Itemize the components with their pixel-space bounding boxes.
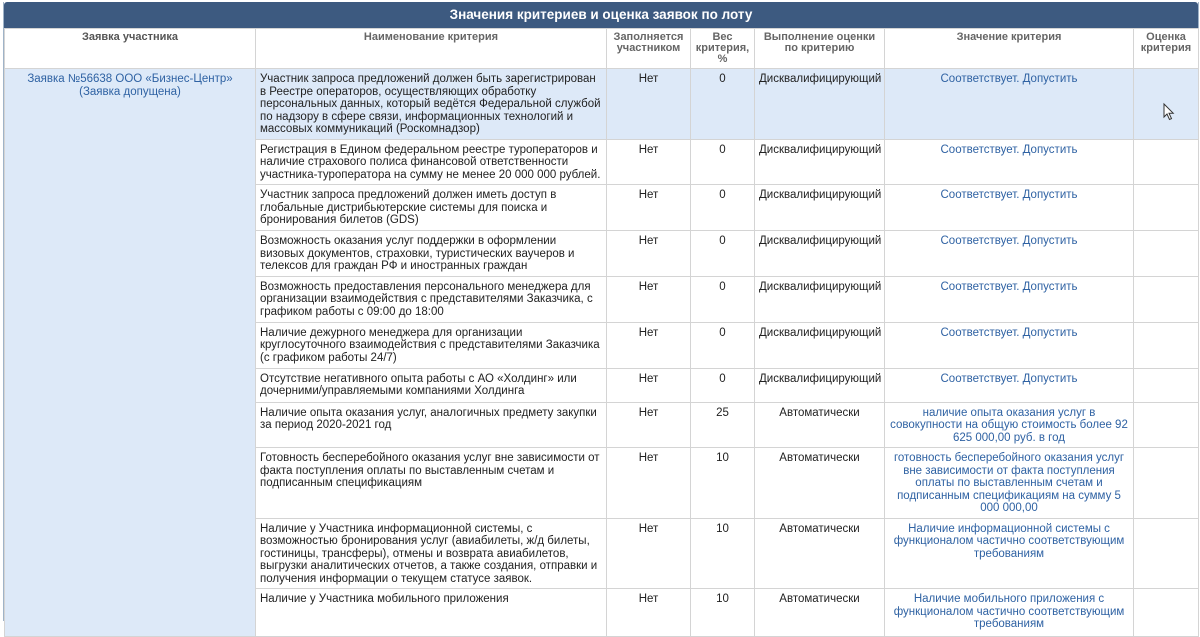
criterion-name: Наличие у Участника информационной системы, с возможностью бронирования услуг (авиабилеты, ж/д билеты, гостиницы, трансферы), отмены и возврата авиабилетов, выгрузки аналитических отчетов, а также создания, отправки и получения информации о текущем статусе заявок. [256,518,607,589]
criterion-name: Участник запроса предложений должен быть зарегистрирован в Реестре операторов, осуществляющих обработку персональных данных, который ведётся Федеральной службой по надзору в сфере связи, информационных технологий и массовых коммуникаций (Роскомнадзор) [256,69,607,140]
filled-by-cell: Нет [607,276,691,322]
criterion-value-link[interactable]: готовность бесперебойного оказания услуг вне зависимости от факта поступления оплаты по выставленным счетам и подписанным спецификациям на сумму 5 000 000,00 [885,448,1134,519]
evaluation-cell: Дисквалифицирующий [755,322,885,368]
weight-cell: 0 [691,276,755,322]
criterion-value-link[interactable]: Соответствует. Допустить [885,276,1134,322]
filled-by-cell: Нет [607,589,691,637]
evaluation-cell: Дисквалифицирующий [755,185,885,231]
criterion-name: Наличие дежурного менеджера для организации круглосуточного взаимодействия с представителями Заказчика (с графиком работы 24/7) [256,322,607,368]
table-row[interactable] [5,69,1199,140]
criterion-name: Наличие опыта оказания услуг, аналогичных предмету закупки за период 2020-2021 год [256,402,607,448]
evaluation-cell: Автоматически [755,402,885,448]
table-header-row [5,29,1199,69]
criterion-value-link[interactable]: Наличие информационной системы с функционалом частично соответствующим требованиям [885,518,1134,589]
evaluation-cell: Автоматически [755,518,885,589]
header-score[interactable]: Оценка критерия [1134,29,1199,69]
header-applicant[interactable]: Заявка участника [5,29,256,69]
filled-by-cell: Нет [607,139,691,185]
criterion-name: Возможность предоставления персонального менеджера для организации взаимодействия с представителями Заказчика, с графиком работы с 09:00 до 18:00 [256,276,607,322]
criterion-name: Готовность бесперебойного оказания услуг вне зависимости от факта поступления оплаты по выставленным счетам и подписанным спецификациям [256,448,607,519]
evaluation-cell: Дисквалифицирующий [755,139,885,185]
score-cell [1134,368,1199,402]
score-cell [1134,589,1199,637]
score-cell [1134,231,1199,277]
criteria-table [4,28,1199,637]
header-value[interactable]: Значение критерия [885,29,1134,69]
weight-cell: 0 [691,139,755,185]
criterion-name: Наличие у Участника мобильного приложения [256,589,607,637]
weight-cell: 0 [691,322,755,368]
criteria-panel [3,2,1199,630]
criterion-value-link[interactable]: Соответствует. Допустить [885,139,1134,185]
criterion-value-link[interactable]: наличие опыта оказания услуг в совокупности на общую стоимость более 92 625 000,00 руб. в год [885,402,1134,448]
score-cell [1134,139,1199,185]
score-cell [1134,276,1199,322]
panel-title: Значения критериев и оценка заявок по лоту [4,2,1198,28]
criterion-value-link[interactable]: Соответствует. Допустить [885,322,1134,368]
weight-cell: 0 [691,185,755,231]
score-cell [1134,518,1199,589]
header-evaluation[interactable]: Выполнение оценки по критерию [755,29,885,69]
score-cell [1134,448,1199,519]
score-cell [1134,402,1199,448]
criterion-value-link[interactable]: Соответствует. Допустить [885,231,1134,277]
evaluation-cell: Дисквалифицирующий [755,368,885,402]
applicant-link[interactable]: Заявка №56638 ООО «Бизнес-Центр» (Заявка допущена) [5,69,256,637]
header-criterion[interactable]: Наименование критерия [256,29,607,69]
criterion-name: Регистрация в Едином федеральном реестре туроператоров и наличие страхового полиса финансовой ответственности участника-туроператора на сумму не менее 20 000 000 рублей. [256,139,607,185]
weight-cell: 10 [691,589,755,637]
mouse-pointer-icon [1163,103,1175,121]
evaluation-cell: Дисквалифицирующий [755,69,885,140]
criterion-name: Возможность оказания услуг поддержки в оформлении визовых документов, страховки, туристических ваучеров и телексов для граждан РФ и иностранных граждан [256,231,607,277]
evaluation-cell: Дисквалифицирующий [755,231,885,277]
weight-cell: 0 [691,231,755,277]
criterion-value-link[interactable]: Соответствует. Допустить [885,185,1134,231]
header-weight[interactable]: Вес критерия, % [691,29,755,69]
filled-by-cell: Нет [607,402,691,448]
filled-by-cell: Нет [607,368,691,402]
criterion-name: Отсутствие негативного опыта работы с АО «Холдинг» или дочерними/управляемыми компаниями Холдинга [256,368,607,402]
filled-by-cell: Нет [607,231,691,277]
evaluation-cell: Автоматически [755,448,885,519]
criterion-value-link[interactable]: Соответствует. Допустить [885,368,1134,402]
filled-by-cell: Нет [607,448,691,519]
weight-cell: 25 [691,402,755,448]
filled-by-cell: Нет [607,322,691,368]
criterion-name: Участник запроса предложений должен иметь доступ в глобальные дистрибьютерские системы для поиска и бронирования билетов (GDS) [256,185,607,231]
header-filled-by[interactable]: Заполняется участником [607,29,691,69]
filled-by-cell: Нет [607,69,691,140]
weight-cell: 10 [691,518,755,589]
score-cell [1134,185,1199,231]
criterion-value-link[interactable]: Соответствует. Допустить [885,69,1134,140]
weight-cell: 0 [691,368,755,402]
score-cell [1134,322,1199,368]
weight-cell: 0 [691,69,755,140]
evaluation-cell: Автоматически [755,589,885,637]
weight-cell: 10 [691,448,755,519]
filled-by-cell: Нет [607,518,691,589]
filled-by-cell: Нет [607,185,691,231]
criterion-value-link[interactable]: Наличие мобильного приложения с функционалом частично соответствующим требованиям [885,589,1134,637]
evaluation-cell: Дисквалифицирующий [755,276,885,322]
